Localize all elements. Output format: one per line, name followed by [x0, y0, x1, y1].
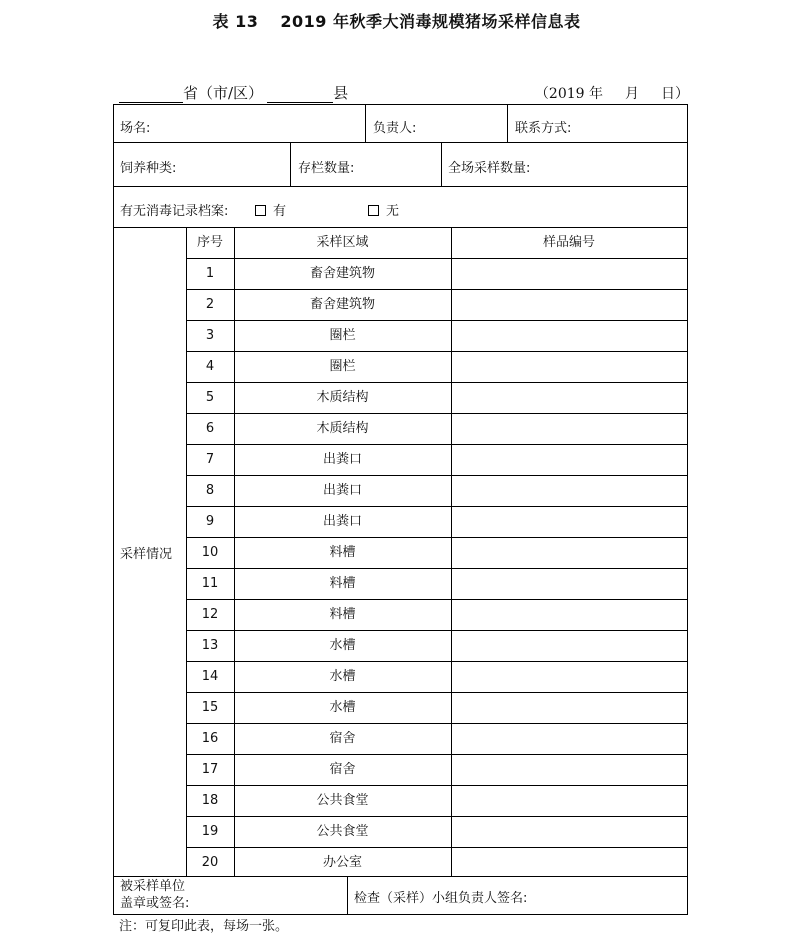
row-area: 出粪口 [322, 483, 362, 498]
row-number: 9 [205, 514, 215, 529]
row-number: 15 [201, 700, 219, 715]
total-samples-label: 全场采样数量: [448, 161, 531, 176]
row-sample-id-field[interactable] [451, 382, 687, 413]
region-line [119, 82, 689, 104]
row-sample-id-field[interactable] [451, 444, 687, 475]
row-sample-id-field[interactable] [451, 785, 687, 816]
header-no: 序号 [196, 235, 223, 250]
row-sample-id-field[interactable] [451, 847, 687, 878]
no-option[interactable]: 无 [368, 200, 399, 219]
header-sample-id: 样品编号 [542, 235, 595, 250]
row-area: 畜舍建筑物 [309, 266, 375, 281]
row-area: 出粪口 [322, 452, 362, 467]
county-label: 县 [333, 84, 349, 102]
row-number: 11 [201, 576, 219, 591]
row-sample-id-field[interactable] [451, 475, 687, 506]
row-area: 办公室 [322, 855, 362, 870]
row-number: 8 [205, 483, 215, 498]
row-sample-id-field[interactable] [451, 599, 687, 630]
row-number: 2 [205, 297, 215, 312]
row-area: 水槽 [329, 638, 356, 653]
row-sample-id-field[interactable] [451, 320, 687, 351]
species-label: 饲养种类: [120, 161, 177, 176]
row-number: 19 [201, 824, 219, 839]
contact-label: 联系方式: [515, 121, 572, 136]
row-area: 圈栏 [329, 328, 356, 343]
row-area: 料槽 [329, 545, 356, 560]
row-sample-id-field[interactable] [451, 506, 687, 537]
row-area: 公共食堂 [316, 824, 369, 839]
row-number: 7 [205, 452, 215, 467]
row-sample-id-field[interactable] [451, 258, 687, 289]
row-sample-id-field[interactable] [451, 289, 687, 320]
row-area: 宿舍 [329, 731, 356, 746]
row-area: 水槽 [329, 669, 356, 684]
row-area: 宿舍 [329, 762, 356, 777]
row-number: 20 [201, 855, 219, 870]
county-blank[interactable] [267, 84, 333, 103]
farm-name-label: 场名: [120, 121, 151, 136]
row-number: 4 [205, 359, 215, 374]
disinfection-record-label: 有无消毒记录档案: [120, 204, 229, 219]
province-label: 省（市/区） [183, 84, 264, 102]
table-number: 表 13 [212, 12, 259, 31]
row-area: 出粪口 [322, 514, 362, 529]
row-area: 畜舍建筑物 [309, 297, 375, 312]
row-area: 圈栏 [329, 359, 356, 374]
row-area: 木质结构 [316, 390, 369, 405]
row-number: 3 [205, 328, 215, 343]
row-sample-id-field[interactable] [451, 661, 687, 692]
row-number: 14 [201, 669, 219, 684]
row-sample-id-field[interactable] [451, 692, 687, 723]
table-title: 2019 年秋季大消毒规模猪场采样信息表 [280, 12, 581, 31]
row-number: 5 [205, 390, 215, 405]
row-area: 木质结构 [316, 421, 369, 436]
person-in-charge-label: 负责人: [373, 121, 417, 136]
stock-label: 存栏数量: [298, 161, 355, 176]
page-title [0, 9, 793, 32]
row-sample-id-field[interactable] [451, 816, 687, 847]
yes-option[interactable]: 有 [255, 200, 286, 219]
team-leader-label: 检查（采样）小组负责人签名: [354, 891, 528, 906]
sampling-section-label: 采样情况 [120, 547, 173, 562]
row-sample-id-field[interactable] [451, 537, 687, 568]
row-sample-id-field[interactable] [451, 413, 687, 444]
row-area: 料槽 [329, 576, 356, 591]
sampling-form-table [113, 104, 688, 915]
row-area: 水槽 [329, 700, 356, 715]
row-number: 12 [201, 607, 219, 622]
row-number: 16 [201, 731, 219, 746]
row-number: 18 [201, 793, 219, 808]
row-sample-id-field[interactable] [451, 351, 687, 382]
footnote: 注：可复印此表，每场一张。 [119, 919, 289, 934]
row-number: 1 [205, 266, 215, 281]
row-sample-id-field[interactable] [451, 723, 687, 754]
row-number: 10 [201, 545, 219, 560]
row-number: 6 [205, 421, 215, 436]
header-area: 采样区域 [316, 235, 369, 250]
row-sample-id-field[interactable] [451, 754, 687, 785]
yes-checkbox[interactable] [255, 205, 266, 216]
date-label: （2019 年 月 日） [534, 86, 689, 102]
no-checkbox[interactable] [368, 205, 379, 216]
province-blank[interactable] [119, 84, 183, 103]
row-number: 13 [201, 638, 219, 653]
row-sample-id-field[interactable] [451, 568, 687, 599]
sampled-unit-label: 被采样单位 盖章或签名: [120, 879, 190, 911]
row-area: 料槽 [329, 607, 356, 622]
row-area: 公共食堂 [316, 793, 369, 808]
row-sample-id-field[interactable] [451, 630, 687, 661]
row-number: 17 [201, 762, 219, 777]
